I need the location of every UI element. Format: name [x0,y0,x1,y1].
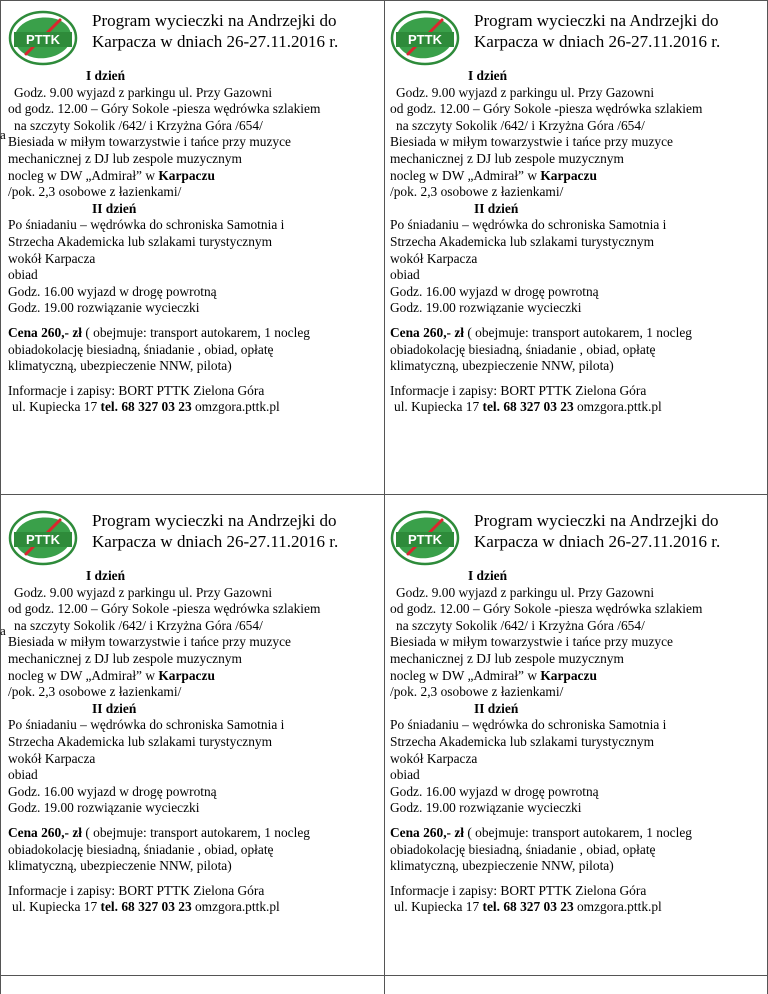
flyer-bottom-left [8,510,388,970]
flyer-title [474,510,768,552]
title-line-2: Karpacza w dniach 26-27.11.2016 r. [92,32,339,51]
info-tel: tel. 68 327 03 23 [100,399,192,415]
day1-item: mechanicznej z DJ lub zespole muzycznym [8,150,242,166]
price-rest: ( obejmuje: transport autokarem, 1 nocleg [464,824,692,840]
day1-item: na szczyty Sokolik /642/ i Krzyżna Góra /654/ [396,117,645,133]
day2-item: Godz. 16.00 wyjazd w drogę powrotną [8,783,217,799]
title-line-2: Karpacza w dniach 26-27.11.2016 r. [474,532,721,551]
day1-list [8,585,320,668]
info-tel: tel. 68 327 03 23 [482,399,574,415]
price-line-1 [390,325,702,342]
day2-item: Po śniadaniu – wędrówka do schroniska Samotnia i [390,717,667,733]
price-rest: ( obejmuje: transport autokarem, 1 nocleg [464,324,692,340]
day2-list [8,217,320,317]
lodging-line [390,668,702,685]
lodging-prefix: nocleg w DW „Admirał” w [390,167,541,183]
info-line-2 [8,399,320,416]
rooms-line: /pok. 2,3 osobowe z łazienkami/ [8,684,182,700]
rooms-line: /pok. 2,3 osobowe z łazienkami/ [8,184,182,200]
day2-item: Po śniadaniu – wędrówka do schroniska Samotnia i [8,717,285,733]
day1-item: Godz. 9.00 wyjazd z parkingu ul. Przy Gazowni [396,84,655,100]
price-bold: Cena 260,- zł [8,824,83,840]
day1-item: mechanicznej z DJ lub zespole muzycznym [390,150,624,166]
day2-item: obiad [8,767,38,783]
price-bold: Cena 260,- zł [8,324,83,340]
day2-item: wokół Karpacza [390,250,478,266]
info-address: ul. Kupiecka 17 [12,399,101,415]
grid-line-left [0,0,1,994]
lodging-line [390,168,702,185]
day1-item: Biesiada w miłym towarzystwie i tańce przy muzyce [8,634,291,650]
flyer-title [474,10,768,52]
rooms-line: /pok. 2,3 osobowe z łazienkami/ [390,684,564,700]
day2-list [390,717,702,817]
price-line-2: obiadokolację biesiadną, śniadanie , obiad, opłatę [390,341,656,357]
flyer-title [92,510,388,552]
price-bold: Cena 260,- zł [390,324,465,340]
day2-item: Strzecha Akademicka lub szlakami turystycznym [390,733,655,749]
day2-item: Po śniadaniu – wędrówka do schroniska Samotnia i [8,217,285,233]
info-address: ul. Kupiecka 17 [394,399,483,415]
lodging-place: Karpaczu [540,167,597,183]
day2-item: Godz. 16.00 wyjazd w drogę powrotną [390,283,599,299]
day1-item: na szczyty Sokolik /642/ i Krzyżna Góra /654/ [14,617,263,633]
price-line-2: obiadokolację biesiadną, śniadanie , obiad, opłatę [8,841,274,857]
day2-item: obiad [8,267,38,283]
flyer-top-right [390,10,768,480]
flyer-bottom-right [390,510,768,970]
price-bold: Cena 260,- zł [390,824,465,840]
day1-item: na szczyty Sokolik /642/ i Krzyżna Góra /654/ [14,117,263,133]
flyer-body [390,68,702,416]
day2-item: Godz. 19.00 rozwiązanie wycieczki [390,800,582,816]
day1-heading: I dzień [468,568,508,583]
margin-mark-bottom: a [0,623,6,638]
price-line-3: klimatyczną, ubezpieczenie NNW, pilota) [8,358,232,374]
title-line-2: Karpacza w dniach 26-27.11.2016 r. [474,32,721,51]
day2-item: Strzecha Akademicka lub szlakami turystycznym [8,233,273,249]
day1-heading: I dzień [86,68,126,83]
day2-item: Godz. 16.00 wyjazd w drogę powrotną [8,283,217,299]
title-line-1: Program wycieczki na Andrzejki do [474,11,719,30]
info-web: omzgora.pttk.pl [191,899,280,915]
day1-item: Godz. 9.00 wyjazd z parkingu ul. Przy Gazowni [14,584,273,600]
day1-item: od godz. 12.00 – Góry Sokole -piesza wędrówka szlakiem [390,601,703,617]
day1-item: od godz. 12.00 – Góry Sokole -piesza wędrówka szlakiem [390,101,703,117]
price-line-1 [8,325,320,342]
lodging-prefix: nocleg w DW „Admirał” w [8,667,159,683]
day2-heading: II dzień [92,200,137,216]
day2-item: Po śniadaniu – wędrówka do schroniska Samotnia i [390,217,667,233]
info-line-1: Informacje i zapisy: BORT PTTK Zielona Góra [390,882,647,898]
info-web: omzgora.pttk.pl [191,399,280,415]
day1-item: mechanicznej z DJ lub zespole muzycznym [390,650,624,666]
day1-heading: I dzień [86,568,126,583]
info-web: omzgora.pttk.pl [573,899,662,915]
day1-item: od godz. 12.00 – Góry Sokole -piesza wędrówka szlakiem [8,601,321,617]
day1-item: Godz. 9.00 wyjazd z parkingu ul. Przy Gazowni [396,584,655,600]
logo-text: PTTK [26,532,60,547]
day2-list [8,717,320,817]
title-line-2: Karpacza w dniach 26-27.11.2016 r. [92,532,339,551]
price-line-3: klimatyczną, ubezpieczenie NNW, pilota) [390,858,614,874]
day1-list [390,85,702,168]
flyer-body [8,68,320,416]
day2-item: wokół Karpacza [390,750,478,766]
day2-list [390,217,702,317]
pttk-logo-icon [8,510,78,566]
pttk-logo-icon [8,10,78,66]
day1-item: od godz. 12.00 – Góry Sokole -piesza wędrówka szlakiem [8,101,321,117]
info-address: ul. Kupiecka 17 [12,899,101,915]
flyer-title [92,10,388,52]
logo-text: PTTK [26,32,60,47]
day2-item: Strzecha Akademicka lub szlakami turystycznym [8,733,273,749]
lodging-line [8,168,320,185]
info-line-2 [390,899,702,916]
lodging-line [8,668,320,685]
day2-item: Strzecha Akademicka lub szlakami turystycznym [390,233,655,249]
info-tel: tel. 68 327 03 23 [100,899,192,915]
day2-item: wokół Karpacza [8,750,96,766]
day2-item: obiad [390,767,420,783]
price-line-2: obiadokolację biesiadną, śniadanie , obiad, opłatę [390,841,656,857]
price-rest: ( obejmuje: transport autokarem, 1 nocleg [82,824,310,840]
price-rest: ( obejmuje: transport autokarem, 1 nocleg [82,324,310,340]
lodging-place: Karpaczu [158,667,215,683]
title-line-1: Program wycieczki na Andrzejki do [474,511,719,530]
day1-list [8,85,320,168]
info-line-2 [390,399,702,416]
lodging-prefix: nocleg w DW „Admirał” w [8,167,159,183]
lodging-prefix: nocleg w DW „Admirał” w [390,667,541,683]
rooms-line: /pok. 2,3 osobowe z łazienkami/ [390,184,564,200]
pttk-logo-icon [390,510,460,566]
price-line-3: klimatyczną, ubezpieczenie NNW, pilota) [390,358,614,374]
info-address: ul. Kupiecka 17 [394,899,483,915]
day2-heading: II dzień [474,700,519,716]
day2-item: Godz. 19.00 rozwiązanie wycieczki [390,300,582,316]
price-line-1 [390,825,702,842]
flyer-top-left [8,10,388,480]
flyer-body [390,568,702,916]
day2-heading: II dzień [92,700,137,716]
title-line-1: Program wycieczki na Andrzejki do [92,511,337,530]
margin-mark-top: a [0,127,6,142]
flyer-body [8,568,320,916]
day2-item: Godz. 19.00 rozwiązanie wycieczki [8,800,200,816]
logo-text: PTTK [408,32,442,47]
day2-item: Godz. 16.00 wyjazd w drogę powrotną [390,783,599,799]
price-line-1 [8,825,320,842]
day1-heading: I dzień [468,68,508,83]
title-line-1: Program wycieczki na Andrzejki do [92,11,337,30]
logo-text: PTTK [408,532,442,547]
info-line-1: Informacje i zapisy: BORT PTTK Zielona Góra [8,382,265,398]
info-line-2 [8,899,320,916]
day1-item: Biesiada w miłym towarzystwie i tańce przy muzyce [390,634,673,650]
day1-item: Godz. 9.00 wyjazd z parkingu ul. Przy Gazowni [14,84,273,100]
day1-item: mechanicznej z DJ lub zespole muzycznym [8,650,242,666]
price-line-2: obiadokolację biesiadną, śniadanie , obiad, opłatę [8,341,274,357]
lodging-place: Karpaczu [158,167,215,183]
day2-item: obiad [390,267,420,283]
day2-item: wokół Karpacza [8,250,96,266]
info-line-1: Informacje i zapisy: BORT PTTK Zielona Góra [390,382,647,398]
day1-item: na szczyty Sokolik /642/ i Krzyżna Góra /654/ [396,617,645,633]
lodging-place: Karpaczu [540,667,597,683]
info-tel: tel. 68 327 03 23 [482,899,574,915]
pttk-logo-icon [390,10,460,66]
day2-item: Godz. 19.00 rozwiązanie wycieczki [8,300,200,316]
info-web: omzgora.pttk.pl [573,399,662,415]
day2-heading: II dzień [474,200,519,216]
day1-list [390,585,702,668]
day1-item: Biesiada w miłym towarzystwie i tańce przy muzyce [8,134,291,150]
day1-item: Biesiada w miłym towarzystwie i tańce przy muzyce [390,134,673,150]
price-line-3: klimatyczną, ubezpieczenie NNW, pilota) [8,858,232,874]
info-line-1: Informacje i zapisy: BORT PTTK Zielona Góra [8,882,265,898]
